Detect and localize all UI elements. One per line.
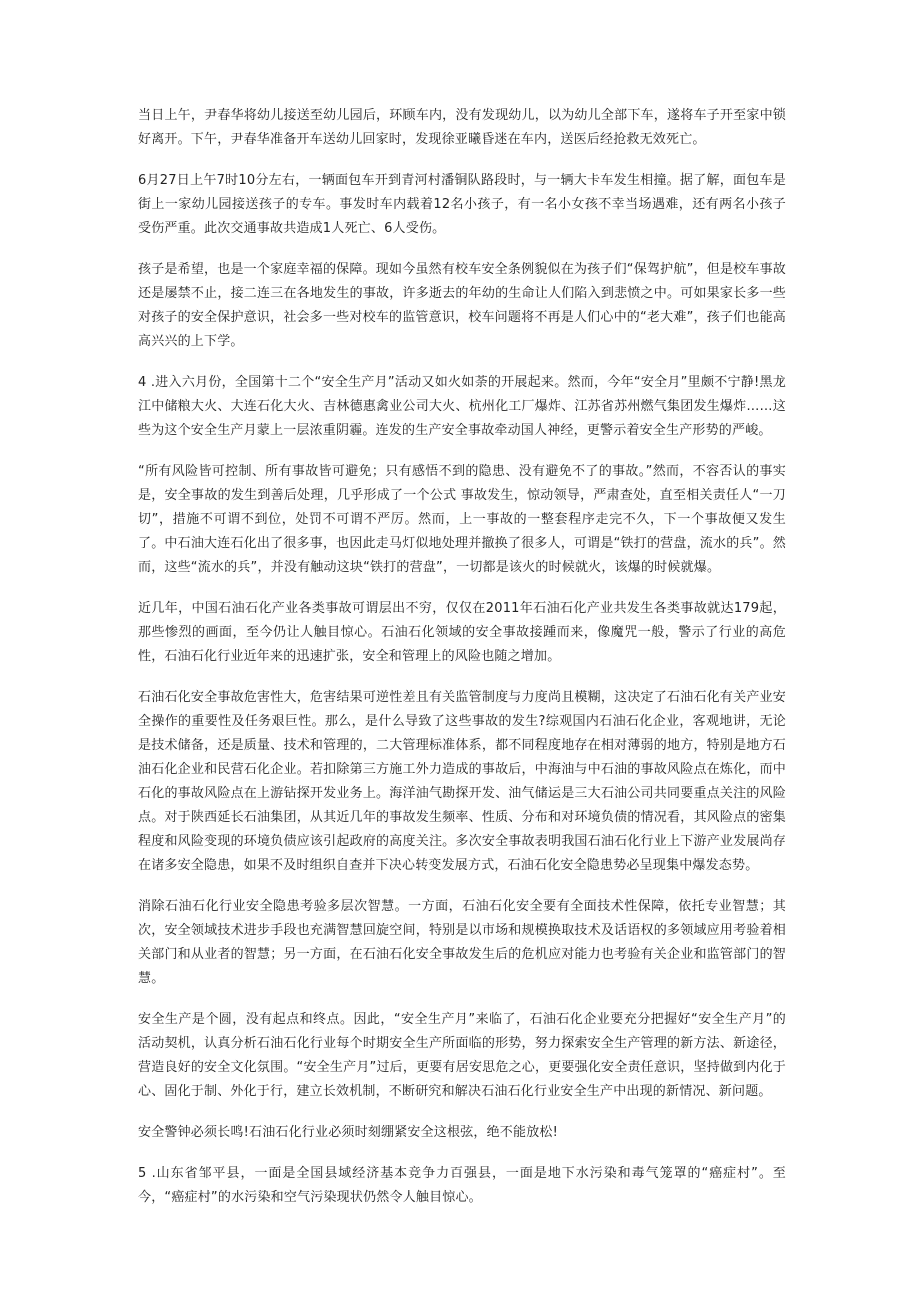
paragraph-7: 石油石化安全事故危害性大，危害结果可逆性差且有关监管制度与力度尚且模糊，这决定了石油石化有关产业安全操作的重要性及任务艰巨性。那么，是什么导致了这些事故的发生?综观国内石油石化企业，客观地讲，无论是技术储备，还是质量、技术和管理的，二大管理标准体系，都不同程度地存在相对薄弱的地方，特别是地方石油石化企业和民营石化企业。若扣除第三方施工外力造成的事故后，中海油与中石油的事故风险点在炼化，而中石化的事故风险点在上游钻探开发业务上。海洋油气勘探开发、油气储运是三大石油公司共同要重点关注的风险点。对于陕西延长石油集团，从其近几年的事故发生频率、性质、分布和对环境负债的情况看，其风险点的密集程度和风险变现的环境负债应该引起政府的高度关注。多次安全事故表明我国石油石化行业上下游产业发展尚存在诸多安全隐患，如果不及时组织自查并下决心转变发展方式，石油石化安全隐患势必呈现集中爆发态势。 [138,690,786,873]
paragraph-6: 近几年，中国石油石化产业各类事故可谓层出不穷，仅仅在2011年石油石化产业共发生各类事故就达179起，那些惨烈的画面，至今仍让人触目惊心。石油石化领域的安全事故接踵而来，像魔咒一般，警示了行业的高危性，石油石化行业近年来的迅速扩张，安全和管理上的风险也随之增加。 [138,601,786,664]
paragraph-8: 消除石油石化行业安全隐患考验多层次智慧。一方面，石油石化安全要有全面技术性保障，依托专业智慧；其次，安全领域技术进步手段也充满智慧回旋空间，特别是以市场和规模换取技术及话语权的多领域应用考验着相关部门和从业者的智慧；另一方面，在石油石化安全事故发生后的危机应对能力也考验有关企业和监管部门的智慧。 [138,899,786,986]
paragraph-9: 安全生产是个圆，没有起点和终点。因此，“安全生产月”来临了，石油石化企业要充分把握好“安全生产月”的活动契机，认真分析石油石化行业每个时期安全生产所面临的形势，努力探索安全生产管理的新方法、新途径，营造良好的安全文化氛围。“安全生产月”过后，更要有居安思危之心，更要强化安全责任意识，坚持做到内化于心、固化于制、外化于行，建立长效机制，不断研究和解决石油石化行业安全生产中出现的新情况、新问题。 [138,1012,786,1099]
paragraph-5: “所有风险皆可控制、所有事故皆可避免；只有感悟不到的隐患、没有避免不了的事故。”然而，不容否认的事实是，安全事故的发生到善后处理，几乎形成了一个公式 事故发生，惊动领导，严肃查处，直至相关责任人“一刀切”，措施不可谓不到位，处罚不可谓不严厉。然而，上一事故的一整套程序走完不久，下一个事故便又发生了。中石油大连石化出了很多事，也因此走马灯似地处理并撤换了很多人，可谓是“铁打的营盘，流水的兵”。然而，这些“流水的兵”，并没有触动这块“铁打的营盘”，一切都是该火的时候就火，该爆的时候就爆。 [138,464,786,575]
document-body [138,104,786,1227]
paragraph-1: 当日上午，尹春华将幼儿接送至幼儿园后，环顾车内，没有发现幼儿，以为幼儿全部下车，遂将车子开至家中锁好离开。下午，尹春华准备开车送幼儿回家时，发现徐亚曦昏迷在车内，送医后经抢救无效死亡。 [138,108,786,147]
paragraph-3: 孩子是希望，也是一个家庭幸福的保障。现如今虽然有校车安全条例貌似在为孩子们“保驾护航”，但是校车事故还是屡禁不止，接二连三在各地发生的事故，许多逝去的年幼的生命让人们陷入到悲愤之中。可如果家长多一些对孩子的安全保护意识，社会多一些对校车的监管意识，校车问题将不再是人们心中的“老大难”，孩子们也能高高兴兴的上下学。 [138,262,786,349]
paragraph-11: 5 .山东省邹平县，一面是全国县域经济基本竞争力百强县，一面是地下水污染和毒气笼罩的“癌症村”。至今，“癌症村”的水污染和空气污染现状仍然令人触目惊心。 [138,1166,786,1205]
paragraph-10: 安全警钟必须长鸣!石油石化行业必须时刻绷紧安全这根弦，绝不能放松! [138,1125,559,1140]
paragraph-4: 4 .进入六月份，全国第十二个“安全生产月”活动又如火如荼的开展起来。然而，今年“安全月”里颇不宁静!黑龙江中储粮大火、大连石化大火、吉林德惠禽业公司大火、杭州化工厂爆炸、江苏省苏州燃气集团发生爆炸……这些为这个安全生产月蒙上一层浓重阴霾。连发的生产安全事故牵动国人神经，更警示着安全生产形势的严峻。 [138,375,786,438]
paragraph-2: 6月27日上午7时10分左右，一辆面包车开到青河村潘铜队路段时，与一辆大卡车发生相撞。据了解，面包车是街上一家幼儿园接送孩子的专车。事发时车内载着12名小孩子，有一名小女孩不幸当场遇难，还有两名小孩子受伤严重。此次交通事故共造成1人死亡、6人受伤。 [138,173,786,236]
